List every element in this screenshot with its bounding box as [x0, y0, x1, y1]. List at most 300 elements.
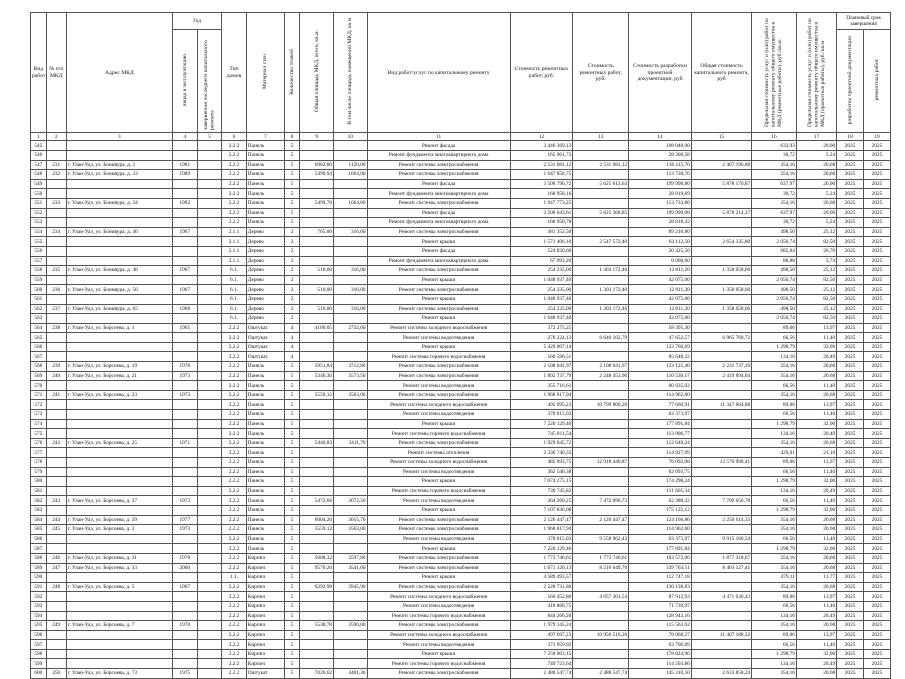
table-row — [31, 371, 891, 381]
table-cell: 2025 — [863, 649, 890, 659]
table-cell: Ремонт системы электроснабжения — [367, 266, 510, 276]
table-row — [31, 189, 891, 199]
table-cell: 5951,84 — [300, 362, 334, 372]
table-cell: 1967 — [173, 285, 198, 295]
table-cell — [66, 342, 172, 352]
table-cell — [573, 477, 629, 487]
table-cell — [46, 314, 66, 324]
table-cell: 175 125,12 — [629, 505, 692, 515]
table-cell: 66,56 — [752, 534, 797, 544]
table-cell — [197, 669, 222, 679]
table-cell: 2.2.2 — [222, 342, 247, 352]
table-cell: 5 — [284, 640, 300, 650]
table-cell: 244 — [46, 515, 66, 525]
table-cell: 5 — [284, 458, 300, 468]
table-cell: 568 — [31, 362, 47, 372]
table-cell — [46, 429, 66, 439]
table-cell: 2025 — [837, 151, 864, 161]
table-cell — [173, 179, 198, 189]
table-cell: 2025 — [837, 621, 864, 631]
table-row — [31, 294, 891, 304]
table-cell: 62 093,75 — [629, 467, 692, 477]
table-row — [31, 151, 891, 161]
table-cell: 1 979 145,24 — [510, 621, 573, 631]
table-cell: 2025 — [863, 659, 890, 669]
table-cell: 354,16 — [752, 621, 797, 631]
table-cell: 572 — [31, 400, 47, 410]
table-cell: 1973 — [173, 390, 198, 400]
table-cell: Дерево — [246, 304, 284, 314]
table-cell — [46, 467, 66, 477]
table-cell: 20,68 — [796, 170, 836, 180]
table-cell — [300, 237, 334, 247]
table-cell: 77 660,91 — [629, 400, 692, 410]
table-cell: 130 138,83 — [629, 582, 692, 592]
table-cell — [46, 448, 66, 458]
table-cell — [691, 342, 751, 352]
table-cell: 4541,00 — [334, 563, 368, 573]
table-cell: 2025 — [837, 314, 864, 324]
table-cell — [197, 141, 222, 151]
table-cell — [691, 544, 751, 554]
table-cell — [573, 410, 629, 420]
table-cell: 3590,00 — [334, 621, 368, 631]
table-cell — [173, 246, 198, 256]
table-cell: 5008,32 — [300, 553, 334, 563]
table-cell: Ремонт системы электроснабжения — [367, 563, 510, 573]
table-cell: 1970 — [173, 621, 198, 631]
table-cell: 559 — [31, 275, 47, 285]
table-cell: 2025 — [863, 515, 890, 525]
table-cell: 7 107 836,08 — [510, 505, 573, 515]
table-cell: 63 112,50 — [629, 237, 692, 247]
table-cell — [573, 323, 629, 333]
header-limit-repair: Предельная стоимость услуг и (или) работ по капитальному ремонту общего имущества в МКД (ремонтные работы), руб./кв.м. — [752, 13, 797, 133]
column-number: 15 — [691, 133, 751, 141]
table-cell — [66, 659, 172, 669]
table-cell: 5446,83 — [300, 438, 334, 448]
table-cell — [334, 611, 368, 621]
table-cell: 2025 — [837, 477, 864, 487]
table-row — [31, 458, 891, 468]
table-cell — [173, 410, 198, 420]
table-cell: 2 — [284, 256, 300, 266]
table-cell: 7 220 129,46 — [510, 419, 573, 429]
table-cell — [197, 582, 222, 592]
table-cell — [573, 649, 629, 659]
table-cell: Ремонт системы электроснабжения — [367, 160, 510, 170]
table-cell: 354,16 — [752, 525, 797, 535]
table-cell: 20,68 — [796, 621, 836, 631]
table-cell: 32,00 — [796, 477, 836, 487]
table-cell: Ремонт системы горячего водоснабжения — [367, 611, 510, 621]
table-cell — [46, 486, 66, 496]
table-cell — [66, 151, 172, 161]
table-cell: 134,16 — [752, 486, 797, 496]
table-cell: 575 — [31, 429, 47, 439]
table-cell — [691, 314, 751, 324]
table-cell: 278 224,13 — [510, 333, 573, 343]
table-cell: 5 878 170,87 — [691, 179, 751, 189]
table-cell — [691, 611, 751, 621]
table-cell: 11,40 — [796, 601, 836, 611]
table-cell: Дерево — [246, 256, 284, 266]
table-cell: 563 — [31, 314, 47, 324]
table-cell — [197, 467, 222, 477]
table-cell: 254 235,00 — [510, 266, 573, 276]
table-cell: 578 — [31, 458, 47, 468]
table-cell — [334, 505, 368, 515]
table-cell: 20,68 — [796, 362, 836, 372]
table-row — [31, 141, 891, 151]
table-cell: 4 — [284, 342, 300, 352]
table-cell — [334, 486, 368, 496]
table-cell — [66, 544, 172, 554]
table-cell: 567 — [31, 352, 47, 362]
table-cell: г. Улан-Удэ, ул. Борсоева, д. 33 — [66, 563, 172, 573]
table-cell: 3563,00 — [334, 390, 368, 400]
table-cell: 2.2.2 — [222, 467, 247, 477]
column-number: 18 — [837, 133, 864, 141]
table-cell — [334, 294, 368, 304]
table-cell — [300, 410, 334, 420]
table-cell: 1 929 045,72 — [510, 438, 573, 448]
table-cell — [197, 237, 222, 247]
table-cell: 30,72 — [752, 218, 797, 228]
table-cell: 2025 — [863, 505, 890, 515]
column-number: 9 — [300, 133, 334, 141]
table-cell: 2025 — [863, 160, 890, 170]
table-cell — [573, 419, 629, 429]
table-cell: 20,49 — [796, 659, 836, 669]
table-cell: 4180,05 — [300, 323, 334, 333]
table-cell: 2025 — [863, 285, 890, 295]
table-cell: 5 — [284, 218, 300, 228]
table-cell — [46, 400, 66, 410]
table-cell: 3563,00 — [334, 525, 368, 535]
table-cell: г. Улан-Удэ, ул. Борсоева, д. 7 — [66, 621, 172, 631]
table-cell: 2.2.2 — [222, 410, 247, 420]
table-cell: 557 — [31, 256, 47, 266]
table-cell — [173, 189, 198, 199]
table-cell: 3 508 643,61 — [510, 208, 573, 218]
table-cell: 2 — [284, 294, 300, 304]
table-cell: 13,97 — [796, 458, 836, 468]
table-cell: 11,40 — [796, 640, 836, 650]
header-plan-group: Плановый срок завершения — [837, 13, 891, 30]
table-cell: 2025 — [863, 218, 890, 228]
header-total-area: Общая площадь МКД, всего, кв.м. — [300, 13, 334, 133]
table-row — [31, 659, 891, 669]
table-cell — [197, 285, 222, 295]
table-cell: Ремонт системы отопления — [367, 448, 510, 458]
table-cell — [66, 179, 172, 189]
table-cell: 47 652,57 — [629, 333, 692, 343]
table-cell: 2025 — [863, 352, 890, 362]
table-cell: 495 095,23 — [510, 400, 573, 410]
table-cell — [66, 477, 172, 487]
table-cell — [334, 592, 368, 602]
table-cell — [46, 458, 66, 468]
table-cell: 1 298,79 — [752, 649, 797, 659]
table-cell: 2 488 547,74 — [510, 669, 573, 679]
table-cell: 5 — [284, 141, 300, 151]
table-cell: 25,12 — [796, 266, 836, 276]
table-cell: 5472,66 — [300, 496, 334, 506]
table-cell — [197, 419, 222, 429]
table-cell: 136 115,76 — [629, 160, 692, 170]
table-cell — [46, 477, 66, 487]
table-cell: 576 — [31, 438, 47, 448]
table-cell: 82,50 — [796, 294, 836, 304]
table-cell: 82,50 — [796, 275, 836, 285]
table-cell: 498,50 — [752, 266, 797, 276]
table-cell: 13,97 — [796, 630, 836, 640]
table-cell: 577 — [31, 448, 47, 458]
table-cell — [66, 400, 172, 410]
table-cell: 3672,50 — [334, 496, 368, 506]
table-cell: 242 — [46, 438, 66, 448]
table-cell: 89,06 — [752, 323, 797, 333]
table-cell: 20,49 — [796, 611, 836, 621]
table-cell: Ремонт системы электроснабжения — [367, 390, 510, 400]
table-cell: 3573,50 — [334, 371, 368, 381]
table-cell — [66, 573, 172, 583]
table-cell — [691, 467, 751, 477]
table-cell: г. Улан-Удэ, ул. Бонивура, д. 65 — [66, 304, 172, 314]
table-cell: 6.1. — [222, 294, 247, 304]
header-limit-design: Предельная стоимость услуг и (или) работ по капитальному ремонту общего имущества в МКД (проектные работы), руб./кв.м — [796, 13, 836, 133]
table-row — [31, 323, 891, 333]
table-row — [31, 553, 891, 563]
table-cell — [46, 237, 66, 247]
table-cell — [66, 467, 172, 477]
table-cell: 1 298,79 — [752, 544, 797, 554]
table-row — [31, 563, 891, 573]
table-cell: Ремонт крыши — [367, 342, 510, 352]
table-cell: 88,88 — [752, 256, 797, 266]
table-cell: г. Улан-Удэ, ул. Борсоева, д. 25 — [66, 438, 172, 448]
table-cell — [573, 448, 629, 458]
table-cell — [334, 477, 368, 487]
table-cell: 2025 — [837, 649, 864, 659]
table-cell: Дерево — [246, 227, 284, 237]
table-cell: 2025 — [863, 592, 890, 602]
table-cell — [300, 381, 334, 391]
table-cell: 20,68 — [796, 390, 836, 400]
table-cell: 113 738,76 — [629, 170, 692, 180]
table-cell: 2.1.1 — [222, 237, 247, 247]
table-cell — [173, 256, 198, 266]
table-cell: 62 388,32 — [629, 496, 692, 506]
table-cell: 2025 — [837, 544, 864, 554]
table-cell — [173, 275, 198, 285]
table-row — [31, 275, 891, 285]
table-cell: 1 303 172,40 — [573, 285, 629, 295]
table-cell: 2 248 453,90 — [573, 371, 629, 381]
table-cell: 2025 — [837, 659, 864, 669]
table-cell: 2.2.2 — [222, 582, 247, 592]
table-cell: Оштукат. — [246, 352, 284, 362]
table-cell: 316,00 — [334, 304, 368, 314]
table-cell: 354,16 — [752, 390, 797, 400]
table-cell: 66,56 — [752, 467, 797, 477]
table-cell — [197, 640, 222, 650]
table-cell: 20,68 — [796, 553, 836, 563]
table-cell: 1 773 746,61 — [573, 553, 629, 563]
table-cell: 11,40 — [796, 410, 836, 420]
table-cell: 2025 — [863, 525, 890, 535]
table-cell: 549 — [31, 179, 47, 189]
table-cell — [197, 275, 222, 285]
table-cell: 5 — [284, 649, 300, 659]
table-cell: Ремонт системы горячего водоснабжения — [367, 486, 510, 496]
table-cell: 637,97 — [752, 179, 797, 189]
table-cell: 2025 — [837, 669, 864, 679]
table-cell — [197, 227, 222, 237]
table-cell: 583 — [31, 505, 47, 515]
table-cell: 5 — [284, 189, 300, 199]
table-cell: 2 056,74 — [752, 314, 797, 324]
table-cell: 28 819,69 — [629, 189, 692, 199]
table-cell: 2025 — [863, 381, 890, 391]
table-cell: 66,56 — [752, 333, 797, 343]
table-cell: Кирпич — [246, 621, 284, 631]
table-cell: Панель — [246, 179, 284, 189]
table-cell — [66, 448, 172, 458]
table-cell — [197, 179, 222, 189]
table-cell — [46, 256, 66, 266]
table-cell: Панель — [246, 458, 284, 468]
table-cell — [334, 218, 368, 228]
table-cell: 1 892 737,79 — [510, 371, 573, 381]
table-cell: Дерево — [246, 314, 284, 324]
table-cell: 585 — [31, 525, 47, 535]
table-cell: 111 605,34 — [629, 486, 692, 496]
table-cell — [197, 400, 222, 410]
table-cell: 561 — [31, 294, 47, 304]
table-cell: 2.2.2 — [222, 429, 247, 439]
table-cell: 20,68 — [796, 525, 836, 535]
table-cell — [66, 294, 172, 304]
table-cell: Ремонт фасада — [367, 208, 510, 218]
table-cell — [300, 189, 334, 199]
table-cell: 316,00 — [334, 266, 368, 276]
table-cell: 5 — [284, 467, 300, 477]
table-cell: 354,16 — [752, 563, 797, 573]
table-cell — [66, 630, 172, 640]
table-cell: 89,06 — [752, 592, 797, 602]
table-cell — [691, 323, 751, 333]
table-cell: 2.2.2 — [222, 400, 247, 410]
table-cell: 560 — [31, 285, 47, 295]
table-cell: 2 056,74 — [752, 237, 797, 247]
table-cell — [573, 467, 629, 477]
table-cell: 2.2.2 — [222, 563, 247, 573]
table-cell — [173, 333, 198, 343]
table-cell: Панель — [246, 170, 284, 180]
table-cell: 582 — [31, 496, 47, 506]
table-cell: 581 — [31, 486, 47, 496]
table-cell: г. Улан-Удэ, ул. Борсоева, д. 19 — [66, 362, 172, 372]
table-cell: Панель — [246, 141, 284, 151]
table-cell: 5 429 007,14 — [510, 342, 573, 352]
table-cell: 2025 — [837, 573, 864, 583]
table-cell — [46, 544, 66, 554]
table-row — [31, 362, 891, 372]
table-cell — [197, 198, 222, 208]
table-cell: 597 — [31, 640, 47, 650]
table-cell: 573 — [31, 410, 47, 420]
table-cell: 2 — [284, 285, 300, 295]
table-cell: 7 472 096,73 — [573, 496, 629, 506]
table-cell: 239 — [46, 362, 66, 372]
table-cell: Дерево — [246, 237, 284, 247]
column-number: 1 — [31, 133, 47, 141]
table-cell: 76 092,08 — [629, 458, 692, 468]
table-cell: 114 927,99 — [629, 448, 692, 458]
table-cell — [46, 573, 66, 583]
table-cell: 524 820,60 — [510, 246, 573, 256]
table-row — [31, 390, 891, 400]
table-cell: 5 878 214,37 — [691, 208, 751, 218]
table-cell: 2.2.2 — [222, 218, 247, 228]
table-cell: 3411,70 — [334, 438, 368, 448]
table-cell: 13,97 — [796, 592, 836, 602]
table-cell — [197, 525, 222, 535]
table-cell: 2025 — [863, 314, 890, 324]
table-cell — [334, 333, 368, 343]
table-cell: 123 125,40 — [629, 362, 692, 372]
table-cell — [691, 659, 751, 669]
table-cell — [334, 467, 368, 477]
table-cell: Дерево — [246, 246, 284, 256]
table-cell — [573, 438, 629, 448]
table-cell: 5 — [284, 160, 300, 170]
table-cell: 552 — [31, 208, 47, 218]
table-row — [31, 477, 891, 487]
table-row — [31, 333, 891, 343]
table-cell: 246 — [46, 553, 66, 563]
table-cell — [334, 410, 368, 420]
table-cell: 5 — [284, 448, 300, 458]
table-cell: 5 — [284, 179, 300, 189]
table-cell: Ремонт фундамента многоквартирного дома — [367, 151, 510, 161]
table-cell: 2025 — [837, 429, 864, 439]
table-cell: 78 068,27 — [629, 630, 692, 640]
table-cell — [66, 333, 172, 343]
table-cell: 1992 — [173, 198, 198, 208]
table-cell: 82,50 — [796, 314, 836, 324]
table-cell: Ремонт фасада — [367, 141, 510, 151]
table-cell — [173, 458, 198, 468]
table-cell: Ремонт системы электроснабжения — [367, 669, 510, 679]
table-cell — [573, 611, 629, 621]
table-cell: 2025 — [837, 208, 864, 218]
table-cell: Ремонт крыши — [367, 477, 510, 487]
table-cell: 4 — [284, 323, 300, 333]
table-cell: 2025 — [837, 381, 864, 391]
table-cell: 2025 — [863, 573, 890, 583]
table-cell: Панель — [246, 438, 284, 448]
table-cell: 2.2.2 — [222, 544, 247, 554]
table-cell: 60 935,02 — [629, 381, 692, 391]
table-cell: 20,68 — [796, 160, 836, 170]
table-cell — [66, 601, 172, 611]
table-cell: 2.2.2 — [222, 601, 247, 611]
table-cell — [300, 294, 334, 304]
table-cell: 1977 — [173, 515, 198, 525]
